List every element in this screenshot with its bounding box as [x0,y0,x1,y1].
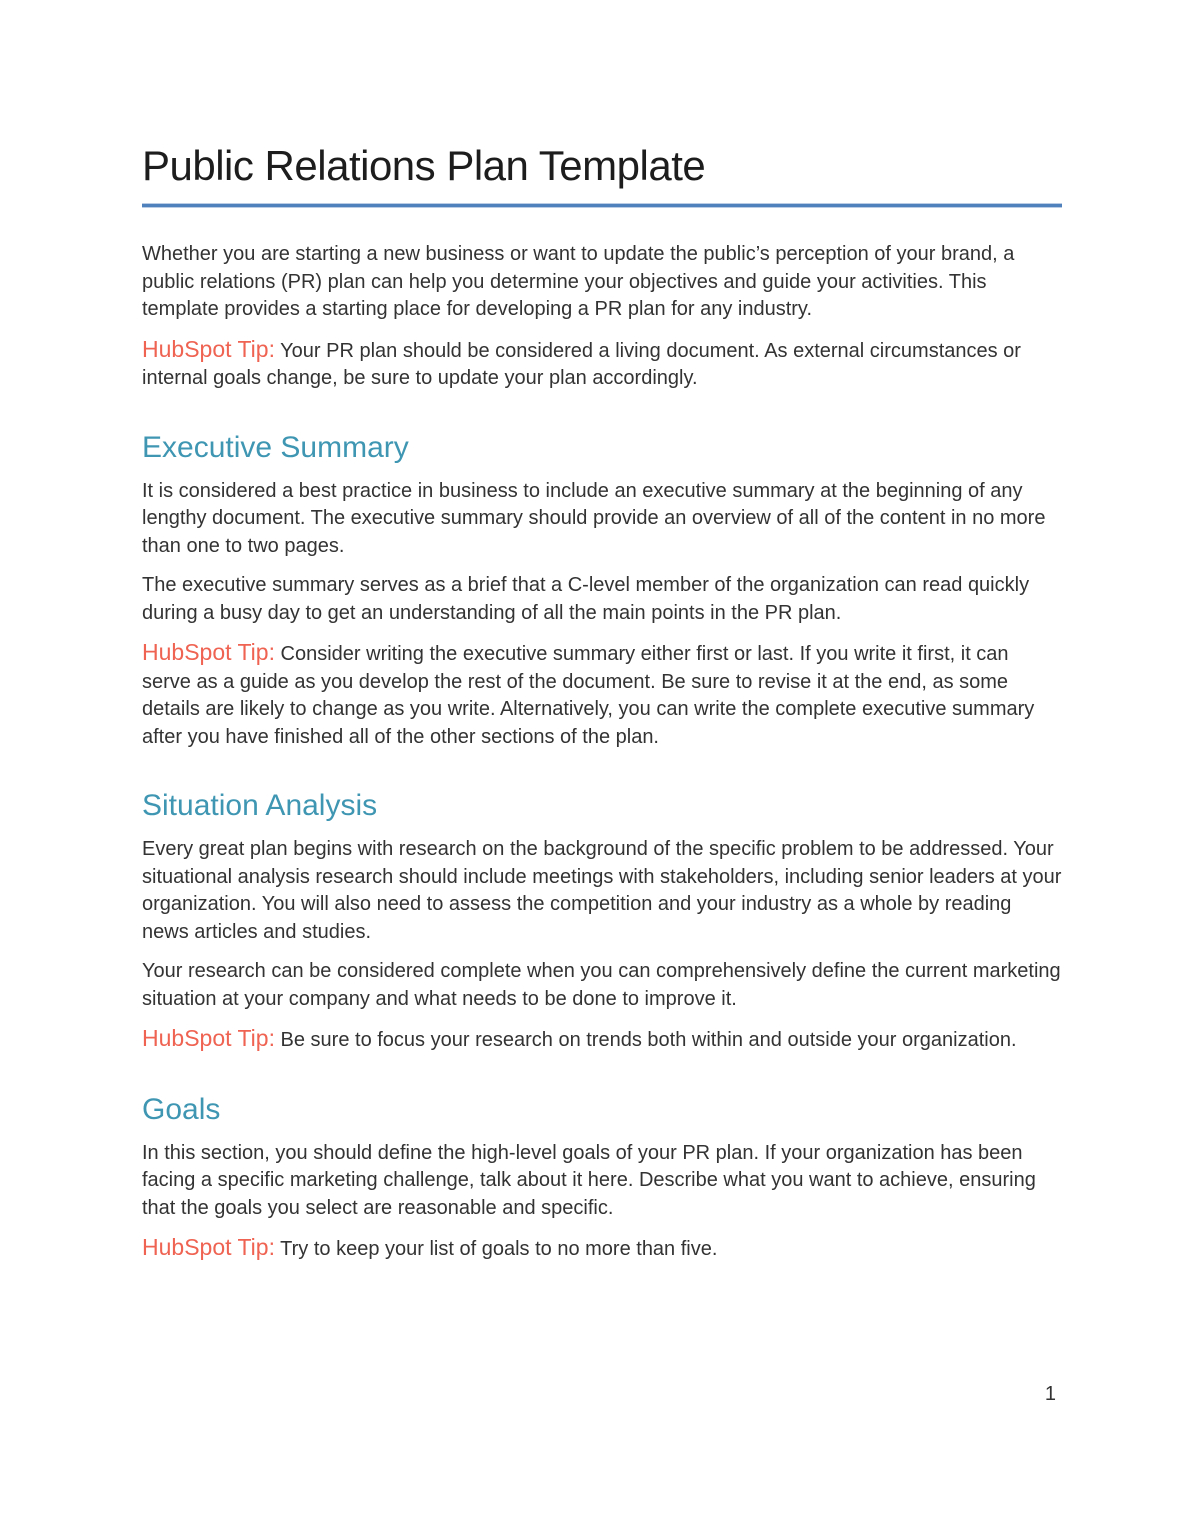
paragraph: In this section, you should define the high-level goals of your PR plan. If your organization has been facing a specific marketing challenge, talk about it here. Describe what you want to achieve, ensuring that the goals you select are reasonable and specific. [142,1141,1036,1219]
page-number: 1 [1044,1383,1056,1405]
hubspot-tip-text: Be sure to focus your research on trends both within and outside your organization. [280,1029,1017,1051]
paragraph: Your research can be considered complete when you can comprehensively define the current marketing situation at your company and what needs to be done to improve it. [142,960,1061,1010]
hubspot-tip-label: HubSpot Tip: [142,1234,275,1260]
hubspot-tip [142,336,1062,393]
hubspot-tip-text: Your PR plan should be considered a living document. As external circumstances or internal goals change, be sure to update your plan accordingly. [142,339,1021,389]
hubspot-tip [142,639,1062,751]
hubspot-tip [142,1234,1062,1264]
section-heading-situation-analysis: Situation Analysis [142,789,378,822]
paragraph: It is considered a best practice in business to include an executive summary at the beginning of any lengthy document. The executive summary should provide an overview of all of the content in no more than one to two pages. [142,479,1046,557]
paragraph: Every great plan begins with research on the background of the specific problem to be addressed. Your situational analysis research should include meetings with stakeholders, including senior leaders at your organization. You will also need to assess the competition and your industry as a whole by reading news articles and studies. [142,838,1062,943]
title-rule [142,204,1062,207]
document-title: Public Relations Plan Template [142,142,706,189]
intro-paragraph: Whether you are starting a new business or want to update the public’s perception of your brand, a public relations (PR) plan can help you determine your objectives and guide your activities. This template provides a starting place for developing a PR plan for any industry. [142,243,1015,320]
hubspot-tip-text: Consider writing the executive summary either first or last. If you write it first, it can serve as a guide as you develop the rest of the document. Be sure to revise it at the end, as some details are likely to change as you write. Alternatively, you can write the complete executive summary after you have finished all of the other sections of the plan. [142,643,1035,748]
hubspot-tip [142,1025,1062,1055]
hubspot-tip-text: Try to keep your list of goals to no more than five. [280,1238,718,1260]
paragraph: The executive summary serves as a brief that a C-level member of the organization can read quickly during a busy day to get an understanding of all the main points in the PR plan. [142,574,1030,624]
hubspot-tip-label: HubSpot Tip: [142,1025,275,1051]
section-heading-executive-summary: Executive Summary [142,430,409,464]
document-body [142,241,1062,1264]
hubspot-tip-label: HubSpot Tip: [142,639,275,665]
section-heading-goals: Goals [142,1092,221,1126]
hubspot-tip-label: HubSpot Tip: [142,335,275,362]
